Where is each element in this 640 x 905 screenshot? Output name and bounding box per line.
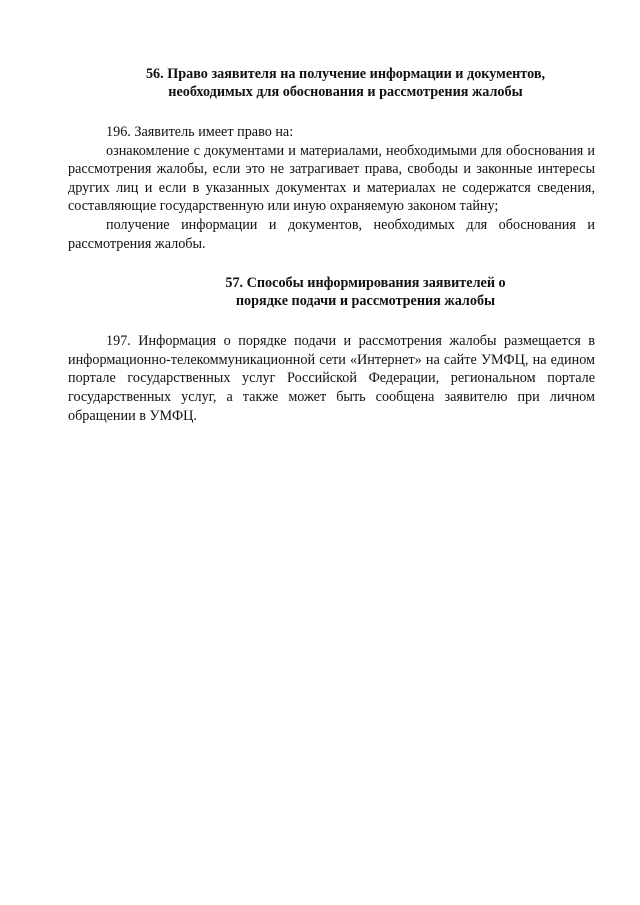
section-56-heading-line1: 56. Право заявителя на получение информации и документов, [145, 66, 546, 82]
section-57-heading-line1: 57. Способы информирования заявителей о [225, 275, 506, 292]
paragraph-197: 197. Информация о порядке подачи и рассмотрения жалобы размещается в информационно-телекоммуникационной сети «Интернет» на сайте УМФЦ, на едином портале государственных услуг Российской Федерации, региональном портале государственных услуг, а также может быть сообщена заявителю при личном обращении в УМФЦ. [68, 333, 595, 424]
paragraph-196-intro: 196. Заявитель имеет право на: [106, 124, 294, 140]
section-57-heading-line2: порядке подачи и рассмотрения жалобы [235, 293, 496, 310]
section-57-body [68, 332, 595, 425]
section-56-heading [68, 0, 595, 101]
section-57-heading [68, 274, 595, 310]
paragraph-196-item-familiarization: ознакомление с документами и материалами, необходимыми для обоснования и рассмотрения жалобы, если это не затрагивает права, свободы и законные интересы других лиц и если в указанных документах и материалах не содержатся сведения, составляющие государственную или иную охраняемую законом тайну; [68, 142, 595, 215]
paragraph-196-item-obtaining: получение информации и документов, необходимых для обоснования и рассмотрения жалобы. [68, 216, 595, 252]
section-56-heading-line2: необходимых для обоснования и рассмотрения жалобы [168, 84, 523, 100]
section-56-body [68, 123, 595, 253]
